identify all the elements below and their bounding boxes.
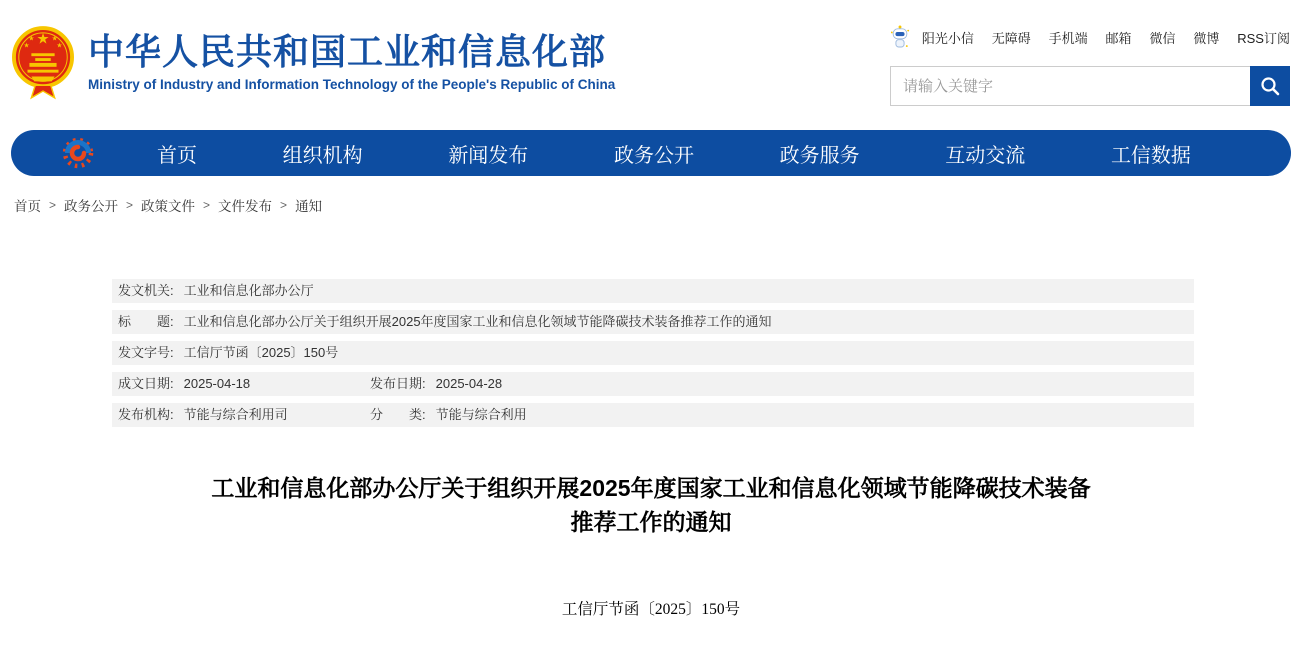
nav-item-home[interactable]: 首页 xyxy=(157,144,197,167)
search-button[interactable] xyxy=(1250,66,1290,106)
link-yangguang-xiaoxin[interactable]: 阳光小信 xyxy=(921,30,974,46)
search-box xyxy=(890,66,1290,106)
meta-label-publish-date: 发布日期: xyxy=(370,376,426,391)
crumb-home[interactable]: 首页 xyxy=(14,199,41,214)
meta-value-publish-org: 节能与综合利用司 xyxy=(183,407,288,422)
nav-items xyxy=(157,139,1291,168)
search-icon xyxy=(1259,75,1281,97)
national-emblem-icon xyxy=(12,22,74,100)
link-rss[interactable]: RSS订阅 xyxy=(1237,30,1290,46)
nav-item-organization[interactable]: 组织机构 xyxy=(282,144,363,167)
svg-text:★: ★ xyxy=(23,42,30,50)
site-brand[interactable] xyxy=(12,22,615,100)
table-row xyxy=(112,341,1194,365)
top-header xyxy=(0,0,1302,130)
search-input[interactable] xyxy=(891,67,1250,105)
page-title-line2: 推荐工作的通知 xyxy=(570,509,732,535)
quick-links xyxy=(890,24,1290,50)
meta-value-publish-date: 2025-04-28 xyxy=(435,376,503,391)
nav-item-interaction[interactable]: 互动交流 xyxy=(945,144,1026,167)
meta-label-title: 标 题: xyxy=(118,314,174,329)
nav-item-gov-services[interactable]: 政务服务 xyxy=(779,144,860,167)
table-row xyxy=(112,372,1194,396)
meta-label-category: 分 类: xyxy=(370,407,426,422)
breadcrumb-separator: > xyxy=(126,198,134,212)
svg-text:★: ★ xyxy=(51,35,58,43)
page-title xyxy=(0,471,1302,539)
crumb-notice[interactable]: 通知 xyxy=(295,199,323,214)
link-wechat[interactable]: 微信 xyxy=(1149,30,1176,46)
site-name: 中华人民共和国工业和信息化部 xyxy=(88,30,607,72)
crumb-file-release[interactable]: 文件发布 xyxy=(218,199,273,214)
meta-value-doc-number: 工信厅节函〔2025〕150号 xyxy=(183,345,339,360)
link-accessibility[interactable]: 无障碍 xyxy=(991,30,1031,46)
nav-item-news[interactable]: 新闻发布 xyxy=(448,144,529,167)
site-name-en: Ministry of Industry and Information Technology of the People's Republic of China xyxy=(88,76,616,92)
nav-item-gov-affairs[interactable]: 政务公开 xyxy=(613,144,694,167)
nav-item-miit-data[interactable]: 工信数据 xyxy=(1110,144,1191,167)
meta-label-doc-number: 发文字号: xyxy=(118,345,174,360)
meta-value-title: 工业和信息化部办公厅关于组织开展2025年度国家工业和信息化领域节能降碳技术装备推荐工作的通知 xyxy=(183,314,772,329)
table-row xyxy=(112,279,1194,303)
breadcrumb-separator: > xyxy=(280,198,288,212)
svg-text:★: ★ xyxy=(36,31,50,48)
meta-value-written-date: 2025-04-18 xyxy=(183,376,251,391)
content xyxy=(0,279,1302,619)
doc-meta-table xyxy=(112,279,1194,427)
breadcrumb-separator: > xyxy=(49,198,57,212)
svg-text:★: ★ xyxy=(28,35,35,43)
link-mobile[interactable]: 手机端 xyxy=(1048,30,1088,46)
meta-label-written-date: 成文日期: xyxy=(118,376,174,391)
table-row xyxy=(112,403,1194,427)
link-mail[interactable]: 邮箱 xyxy=(1105,30,1132,46)
document-number: 工信厅节函〔2025〕150号 xyxy=(561,601,741,618)
meta-label-issuing-org: 发文机关: xyxy=(118,283,174,298)
table-row xyxy=(112,310,1194,334)
link-weibo[interactable]: 微博 xyxy=(1193,30,1220,46)
robot-mascot-icon xyxy=(890,24,910,50)
page-title-line1: 工业和信息化部办公厅关于组织开展2025年度国家工业和信息化领域节能降碳技术装备 xyxy=(211,475,1091,501)
miit-swirl-logo-icon xyxy=(57,136,99,170)
breadcrumb-separator: > xyxy=(203,198,211,212)
meta-value-category: 节能与综合利用 xyxy=(435,407,527,422)
crumb-policy-files[interactable]: 政策文件 xyxy=(141,199,196,214)
svg-text:★: ★ xyxy=(56,42,63,50)
breadcrumb xyxy=(14,195,1302,215)
main-nav xyxy=(11,130,1291,176)
header-right xyxy=(890,24,1290,106)
meta-label-publish-org: 发布机构: xyxy=(118,407,174,422)
meta-value-issuing-org: 工业和信息化部办公厅 xyxy=(183,283,314,298)
crumb-gov-affairs[interactable]: 政务公开 xyxy=(64,199,119,214)
